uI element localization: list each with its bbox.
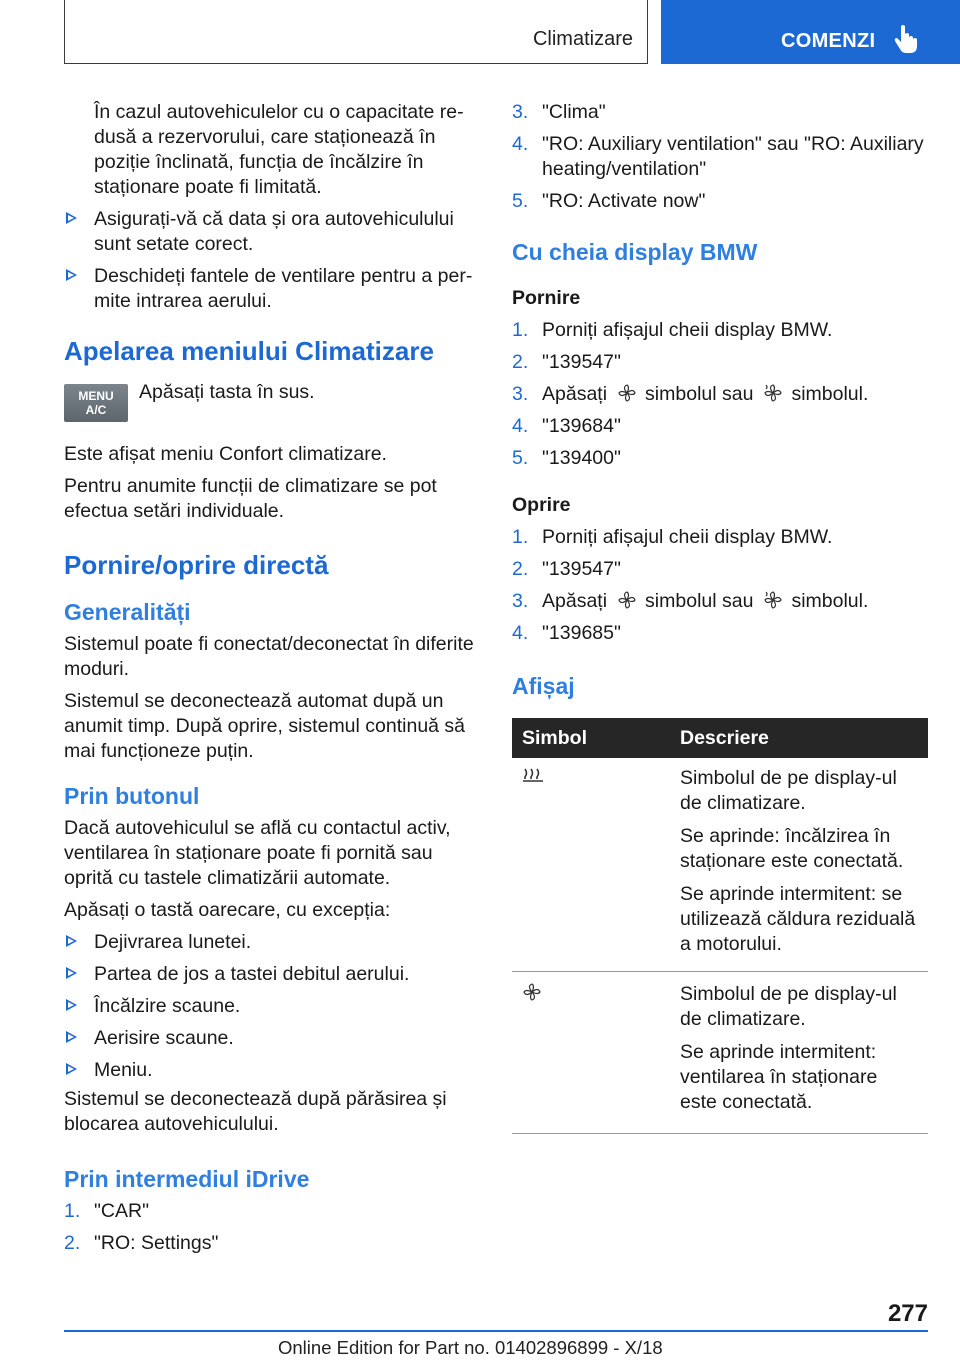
heating-icon bbox=[522, 768, 544, 784]
heading-cheia-display: Cu cheia display BMW bbox=[512, 239, 758, 265]
step-item: 3. "Clima" bbox=[512, 101, 606, 123]
paragraph: Este afișat meniu Confort climatizare. bbox=[64, 443, 387, 465]
column-header-simbol: Simbol bbox=[512, 718, 670, 758]
paragraph: Sistemul se deconectează automat după un anumit timp. După oprire, sistemul continuă să mai funcționeze puțin. bbox=[64, 690, 466, 762]
table-header-row bbox=[512, 718, 928, 758]
triangle-bullet-icon bbox=[66, 212, 77, 224]
description-text: Se aprinde: încălzirea în staționare este conectată. bbox=[680, 825, 904, 872]
edition-text: Online Edition for Part no. 01402896899 - X/18 bbox=[278, 1337, 663, 1358]
step-item: 1. Porniți afișajul cheii display BMW. bbox=[512, 526, 833, 548]
right-column bbox=[512, 100, 928, 1134]
step-item: 5. "139400" bbox=[512, 447, 621, 469]
paragraph: Pentru anumite funcții de climatizare se pot efectua setări individuale. bbox=[64, 475, 437, 522]
comenzi-tab[interactable] bbox=[661, 0, 960, 64]
list-item: Deschideți fantele de ventilare pentru a permite intrarea aerului. bbox=[64, 264, 480, 314]
list-item: Meniu. bbox=[64, 1058, 480, 1083]
menu-text: Apăsați tasta în sus. bbox=[139, 381, 315, 403]
paragraph: Sistemul se deconectează după părăsirea și blocarea autovehiculului. bbox=[64, 1088, 447, 1135]
step-item: 4. "RO: Auxiliary ventilation" sau "RO: Auxiliary heating/ventilation" bbox=[512, 133, 924, 180]
heading-apelare: Apelarea meniului Climatizare bbox=[64, 336, 434, 366]
left-column bbox=[64, 100, 480, 1263]
paragraph: Apăsați o tastă oarecare, cu excepția: bbox=[64, 899, 391, 921]
heading-generalitati: Generalități bbox=[64, 599, 191, 625]
description-text: Simbolul de pe display-ul de climatizare. bbox=[680, 983, 897, 1030]
section-title: Climatizare bbox=[532, 28, 633, 50]
footer-divider bbox=[64, 1330, 928, 1332]
list-item: Asigurați-vă că data și ora autovehiculului sunt setate corect. bbox=[64, 207, 480, 257]
step-item: 1. "CAR" bbox=[64, 1200, 150, 1222]
step-item: 4. "139685" bbox=[512, 622, 621, 644]
heating-fan-icon bbox=[763, 383, 783, 403]
fan-icon bbox=[617, 590, 637, 610]
menu-ac-button-icon: MENU A/C bbox=[64, 384, 128, 422]
list-item: Partea de jos a tastei debitul aerului. bbox=[64, 962, 480, 987]
step-item: 2. "139547" bbox=[512, 351, 621, 373]
intro-paragraph: În cazul autovehiculelor cu o capacitate redusă a rezervorului, care staționează în poziție înclinată, funcția de încălzire în staționare poate fi limitată. bbox=[94, 101, 464, 198]
heading-pornire-sub: Pornire bbox=[512, 287, 581, 309]
comenzi-label: COMENZI bbox=[781, 30, 876, 52]
triangle-bullet-icon bbox=[66, 999, 77, 1011]
description-text: Simbolul de pe display-ul de climatizare. bbox=[680, 767, 897, 814]
column-header-descriere: Descriere bbox=[670, 718, 928, 758]
step-item: 5. "RO: Activate now" bbox=[512, 190, 706, 212]
table-row bbox=[512, 758, 928, 972]
table-row bbox=[512, 972, 928, 1134]
list-item: Aerisire scaune. bbox=[64, 1026, 480, 1051]
heading-oprire: Oprire bbox=[512, 494, 571, 516]
symbol-table bbox=[512, 718, 928, 1134]
triangle-bullet-icon bbox=[66, 935, 77, 947]
page-number: 277 bbox=[887, 1300, 928, 1327]
heading-prin-butonul: Prin butonul bbox=[64, 783, 200, 809]
paragraph: Sistemul poate fi conectat/deconectat în diferite moduri. bbox=[64, 633, 474, 680]
step-item: 2. "139547" bbox=[512, 558, 621, 580]
header-section-box bbox=[64, 0, 648, 64]
fan-icon bbox=[522, 982, 542, 1002]
step-item: 1. Porniți afișajul cheii display BMW. bbox=[512, 319, 833, 341]
triangle-bullet-icon bbox=[66, 1031, 77, 1043]
menu-instruction bbox=[64, 380, 480, 436]
heading-idrive: Prin intermediul iDrive bbox=[64, 1166, 310, 1192]
list-item: Încălzire scaune. bbox=[64, 994, 480, 1019]
list-item: Dejivrarea lunetei. bbox=[64, 930, 480, 955]
step-item: 4. "139684" bbox=[512, 415, 621, 437]
step-item: 2. "RO: Settings" bbox=[64, 1232, 219, 1254]
triangle-bullet-icon bbox=[66, 269, 77, 281]
heating-fan-icon bbox=[763, 590, 783, 610]
triangle-bullet-icon bbox=[66, 967, 77, 979]
fan-icon bbox=[617, 383, 637, 403]
heading-afisaj: Afișaj bbox=[512, 673, 575, 699]
description-text: Se aprinde intermitent: ventilarea în staționare este conectată. bbox=[680, 1041, 878, 1113]
description-text: Se aprinde intermitent: se utilizează căldura reziduală a motorului. bbox=[680, 883, 916, 955]
heading-pornire: Pornire/oprire directă bbox=[64, 550, 329, 580]
step-item: 3. Apăsați simbolul sau simbolul. bbox=[512, 590, 869, 612]
triangle-bullet-icon bbox=[66, 1063, 77, 1075]
step-item: 3. Apăsați simbolul sau simbolul. bbox=[512, 383, 869, 405]
paragraph: Dacă autovehiculul se află cu contactul activ, ventilarea în staționare poate fi pornită sau oprită cu tastele climatizării automate. bbox=[64, 817, 451, 889]
pointing-hand-icon bbox=[893, 24, 919, 54]
